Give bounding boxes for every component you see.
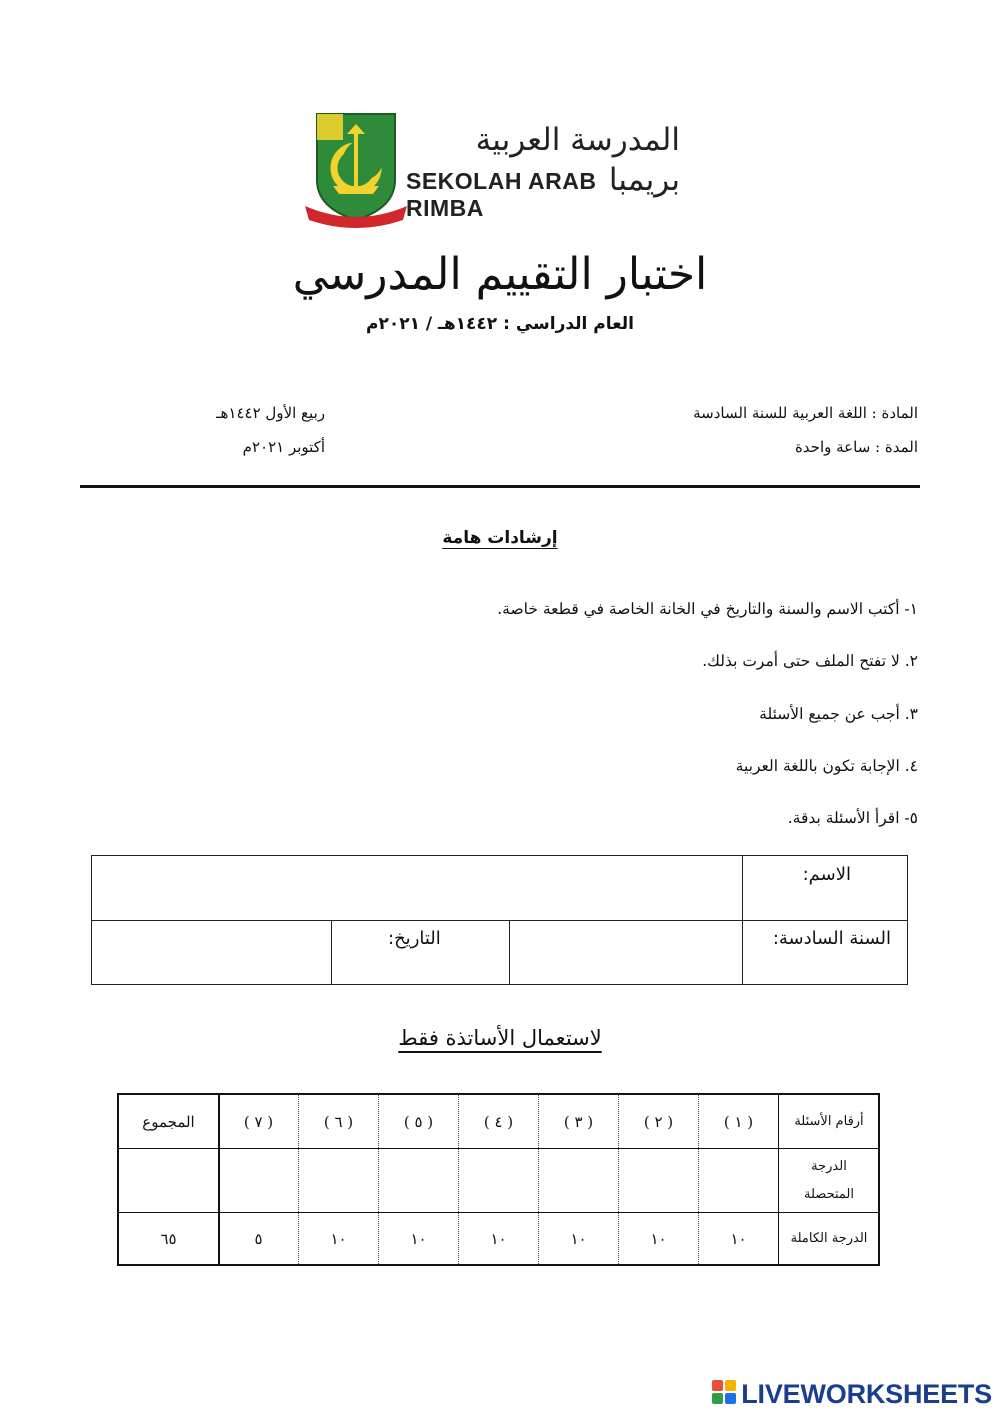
question-number: ( ٧ ) [243, 1112, 274, 1131]
total-label: المجموع [142, 1112, 195, 1131]
exam-info-right [538, 396, 918, 464]
obtained-mark-cell[interactable] [379, 1149, 458, 1212]
table-column-divider [509, 920, 510, 984]
table-column-divider [331, 920, 332, 984]
question-number: ( ٢ ) [643, 1112, 674, 1131]
instructions-list [218, 594, 918, 855]
full-mark: ١٠ [490, 1229, 507, 1248]
question-number: ( ٦ ) [323, 1112, 354, 1131]
question-number: ( ٥ ) [403, 1112, 434, 1131]
instructions-heading: إرشادات هامة [442, 528, 558, 548]
date-field[interactable] [92, 922, 329, 984]
school-name-arabic: المدرسة العربية بريمبا [475, 122, 680, 198]
duration-line: المدة : ساعة واحدة [794, 438, 918, 456]
brand-name: LIVEWORKSHEETS [741, 1378, 992, 1409]
liveworksheets-brand[interactable] [711, 1378, 992, 1410]
obtained-mark-cell[interactable] [219, 1149, 298, 1212]
name-field[interactable] [92, 858, 740, 918]
student-info-table [91, 855, 908, 985]
horizontal-divider [80, 485, 920, 488]
exam-info-left [180, 396, 325, 464]
instruction-item: ١- أكتب الاسم والسنة والتاريخ في الخانة الخاصة في قطعة خاصة. [497, 600, 918, 618]
school-crest-logo [303, 110, 409, 232]
instruction-item: ٢. لا تفتح الملف حتى أمرت بذلك. [702, 652, 918, 671]
row-label-obtained-marks: الدرجة المتحصلة [804, 1158, 854, 1202]
instruction-item: ٤. الإجابة تكون باللغة العربية [735, 756, 918, 775]
table-column-divider [742, 856, 743, 984]
school-name-english: SEKOLAH ARAB RIMBA [406, 168, 597, 221]
full-mark: ١٠ [730, 1229, 747, 1248]
instruction-item: ٥- اقرأ الأسئلة بدقة. [787, 809, 918, 828]
question-number: ( ٤ ) [483, 1112, 514, 1131]
class-field[interactable] [512, 922, 740, 984]
full-mark: ١٠ [330, 1229, 347, 1248]
teachers-only-heading: لاستعمال الأساتذة فقط [398, 1026, 602, 1050]
hijri-date: ربيع الأول ١٤٤٢هـ [216, 404, 325, 422]
question-number: ( ٣ ) [563, 1112, 594, 1131]
row-label-question-numbers: أرقام الأسئلة [794, 1113, 864, 1129]
gregorian-date: أكتوبر ٢٠٢١م [242, 438, 325, 456]
obtained-mark-cell[interactable] [619, 1149, 698, 1212]
obtained-mark-cell[interactable] [699, 1149, 778, 1212]
obtained-mark-cell[interactable] [299, 1149, 378, 1212]
score-table [117, 1093, 880, 1266]
full-mark: ١٠ [410, 1229, 427, 1248]
row-label-full-marks: الدرجة الكاملة [790, 1230, 868, 1246]
class-label: السنة السادسة: [772, 928, 891, 949]
date-label: التاريخ: [388, 928, 441, 949]
instruction-item: ٣. أجب عن جميع الأسئلة [759, 704, 918, 723]
full-mark: ١٠ [570, 1229, 587, 1248]
subject-line: المادة : اللغة العربية للسنة السادسة [693, 404, 918, 422]
question-number: ( ١ ) [723, 1112, 754, 1131]
obtained-total-cell[interactable] [119, 1149, 218, 1212]
liveworksheets-logo-icon [711, 1379, 737, 1409]
full-mark: ١٠ [650, 1229, 667, 1248]
academic-year: العام الدراسي : ١٤٤٢هـ / ٢٠٢١م [366, 314, 634, 334]
full-total: ٦٥ [160, 1229, 177, 1248]
obtained-mark-cell[interactable] [459, 1149, 538, 1212]
full-mark: ٥ [254, 1229, 263, 1248]
obtained-mark-cell[interactable] [539, 1149, 618, 1212]
exam-title: اختبار التقييم المدرسي [292, 249, 708, 300]
table-row-divider [92, 920, 907, 921]
name-label: الاسم: [802, 864, 851, 885]
